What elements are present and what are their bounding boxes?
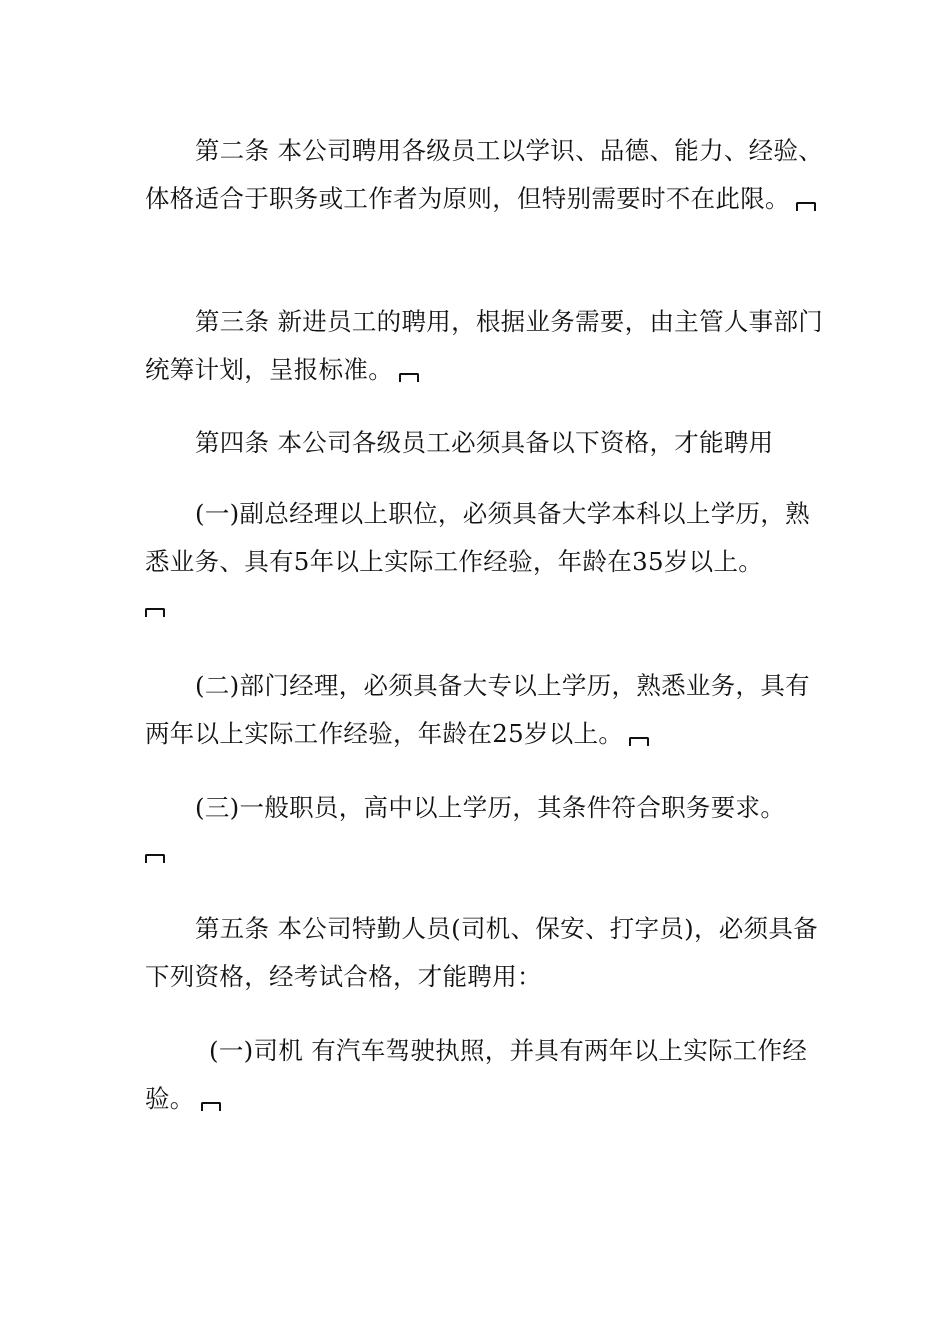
- article-5-text: 第五条 本公司特勤人员(司机、保安、打字员)，必须具备下列资格，经考试合格，才能聘用：: [145, 914, 819, 991]
- article-4-item-2-text: (二)部门经理，必须具备大专以上学历，熟悉业务，具有两年以上实际工作经验，年龄在25岁以上。: [145, 671, 810, 748]
- article-4-item-1-text: (一)副总经理以上职位，必须具备大学本科以上学历，熟悉业务、具有5年以上实际工作经验，年龄在35岁以上。: [145, 499, 810, 576]
- paragraph-mark-icon: [399, 373, 419, 382]
- paragraph-mark-icon: [145, 608, 165, 617]
- article-5-paragraph: [145, 905, 825, 1001]
- article-4-paragraph: [145, 419, 825, 467]
- article-2-text: 第二条 本公司聘用各级员工以学识、品德、能力、经验、体格适合于职务或工作者为原则，但特别需要时不在此限。: [145, 136, 824, 213]
- article-2-paragraph: [145, 127, 825, 223]
- article-4-text: 第四条 本公司各级员工必须具备以下资格，才能聘用: [195, 428, 774, 457]
- article-3-text: 第三条 新进员工的聘用，根据业务需要，由主管人事部门统筹计划，呈报标准。: [145, 307, 824, 384]
- article-4-item-2-paragraph: [145, 662, 825, 758]
- article-4-item-3-paragraph: [145, 784, 825, 880]
- article-3-paragraph: [145, 298, 825, 394]
- article-5-item-1-text: (一)司机 有汽车驾驶执照，并具有两年以上实际工作经验。: [145, 1036, 808, 1113]
- article-4-item-1-paragraph: [145, 490, 825, 634]
- paragraph-mark-icon: [145, 854, 165, 863]
- article-5-item-1-paragraph: [145, 1027, 825, 1123]
- paragraph-mark-icon: [629, 737, 649, 746]
- paragraph-mark-icon: [796, 202, 816, 211]
- article-4-item-3-text: (三)一般职员，高中以上学历，其条件符合职务要求。: [195, 793, 786, 822]
- paragraph-mark-icon: [201, 1102, 221, 1111]
